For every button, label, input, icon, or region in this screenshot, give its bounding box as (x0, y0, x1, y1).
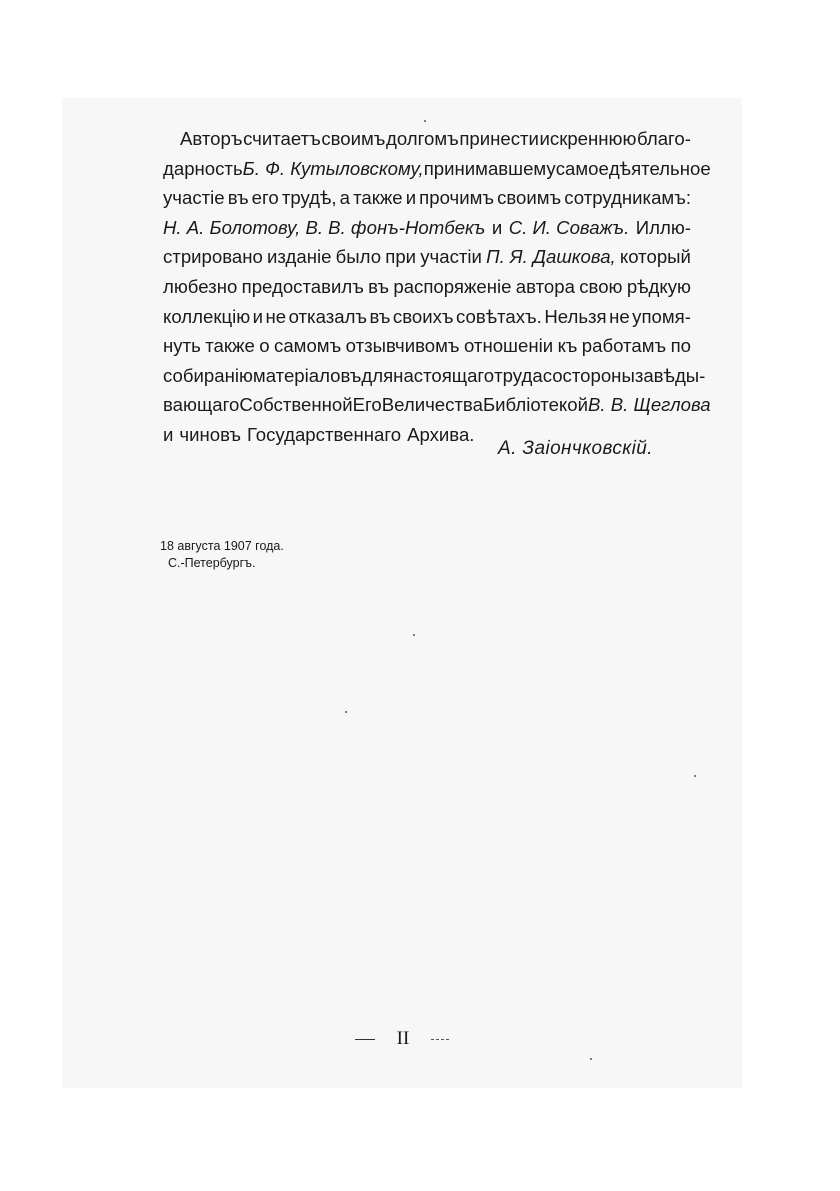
word: при (385, 246, 417, 268)
word: коллекцію (163, 305, 251, 327)
word: о (259, 335, 270, 357)
paragraph-line (163, 390, 711, 420)
word: матеріаловъ (252, 364, 362, 386)
word: стороны (562, 364, 635, 386)
word: не (265, 305, 287, 327)
word: свою (579, 275, 623, 297)
word: было (335, 246, 382, 268)
scan-speck (694, 775, 696, 777)
word: и (491, 216, 503, 238)
word: и (405, 187, 417, 209)
word: участіе (163, 187, 225, 209)
word: Архива. (407, 423, 475, 445)
word: участіи (420, 246, 482, 268)
word: въ (368, 275, 390, 297)
word: Величества (381, 394, 483, 416)
word: принести (459, 128, 539, 149)
word: Государственнаго (246, 423, 402, 445)
page-number-footer (355, 1027, 449, 1051)
word: стрировано (163, 246, 263, 268)
word: считаетъ (243, 128, 321, 149)
word: и (163, 423, 174, 445)
paragraph-line (163, 272, 691, 302)
paragraph-line (163, 361, 706, 391)
word: вающаго (163, 394, 240, 416)
word: принимавшему (423, 157, 556, 179)
word: самомъ (274, 335, 342, 357)
word: чиновъ (179, 423, 241, 445)
date-text: 18 августа 1907 года. (160, 539, 284, 553)
word: распоряженіе (393, 275, 512, 297)
word: самое (555, 157, 609, 179)
word: настоящаго (393, 364, 495, 386)
footer-dash-left (355, 1039, 375, 1040)
word: упомя- (632, 305, 691, 327)
scan-speck (413, 634, 415, 636)
italic-name: П. Я. Дашкова, (486, 246, 616, 268)
word: Библіотекой (482, 394, 588, 416)
word: Нельзя (544, 305, 607, 327)
word: Иллю- (635, 216, 691, 238)
word: Его (352, 394, 382, 416)
author-signature: А. Заіончковскій. (498, 438, 653, 459)
word: изданіе (267, 246, 332, 268)
italic-name: Н. А. Болотову, В. В. фонъ-Нотбекъ (163, 216, 486, 238)
place-text: С.-Петербургъ. (168, 556, 256, 570)
scan-speck (345, 711, 347, 713)
italic-name: В. В. Щеглова (588, 394, 711, 416)
word: трудѣ, (281, 187, 337, 209)
word: а (339, 187, 350, 209)
word: и (252, 305, 264, 327)
word: своимъ (497, 187, 562, 209)
word: труда (494, 364, 543, 386)
acknowledgement-paragraph (163, 124, 711, 450)
paragraph-line (163, 213, 691, 243)
word: для (361, 364, 394, 386)
word: сотрудникамъ: (564, 187, 691, 209)
word: дарность (163, 157, 243, 179)
scan-speck (424, 120, 426, 122)
word: отношеніи (464, 335, 554, 357)
scan-speck (590, 1058, 592, 1060)
word: дѣятельное (608, 157, 711, 179)
paragraph-line (163, 183, 691, 213)
word: своимъ (321, 128, 386, 149)
word: который (619, 246, 691, 268)
word: благо- (637, 128, 691, 149)
word: искреннюю (539, 128, 637, 149)
paragraph-line (163, 242, 691, 272)
word: къ (557, 335, 578, 357)
word: завѣды- (634, 364, 706, 386)
italic-name: Б. Ф. Кутыловскому, (242, 157, 424, 179)
word: въ (369, 305, 391, 327)
word: любезно (163, 275, 238, 297)
word: автора (515, 275, 575, 297)
word: совѣтахъ. (455, 305, 542, 327)
word: не (609, 305, 630, 327)
paragraph-line (163, 154, 711, 184)
word: со (542, 364, 563, 386)
word: предоставилъ (241, 275, 364, 297)
italic-name: С. И. Соважъ. (508, 216, 630, 238)
word: въ (227, 187, 249, 209)
word: также (205, 335, 255, 357)
dateline (160, 538, 284, 572)
word: также (353, 187, 403, 209)
paragraph-line (163, 124, 691, 154)
word: долгомъ (386, 128, 459, 149)
word: отзывчивомъ (345, 335, 460, 357)
paragraph-line (163, 331, 691, 361)
word: своихъ (392, 305, 454, 327)
word: работамъ (581, 335, 667, 357)
word: Авторъ (180, 128, 243, 149)
word: его (251, 187, 279, 209)
word: отказалъ (288, 305, 368, 327)
word: прочимъ (419, 187, 494, 209)
word: Собственной (239, 394, 353, 416)
word: нуть (163, 335, 201, 357)
page-number: II (396, 1028, 410, 1049)
word: собиранію (163, 364, 253, 386)
word: по (670, 335, 691, 357)
word: рѣдкую (626, 275, 691, 297)
paragraph-line (163, 302, 691, 332)
footer-dash-right (431, 1039, 449, 1040)
